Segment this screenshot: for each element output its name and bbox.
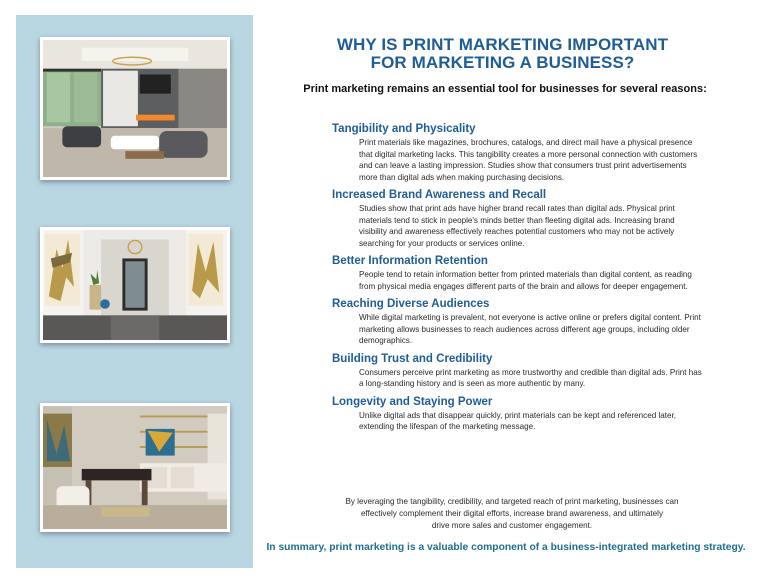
reason-heading: Reaching Diverse Audiences [332, 298, 490, 310]
reason-body: Studies show that print ads have higher brand recall rates than digital ads. Physical print materials tend to stick in people's minds better than fleeting digital ads. Increasing brand visibility and awareness effectively reaches potential customers who may not be actively searching for your products or services online. [359, 204, 675, 248]
closing-line-3: drive more sales and customer engagement. [431, 521, 593, 530]
reason-section [332, 297, 702, 347]
reason-section [332, 254, 702, 292]
living-room-photo [40, 37, 230, 180]
closing-paragraph [316, 496, 708, 532]
reason-heading: Increased Brand Awareness and Recall [332, 189, 547, 201]
reason-body: People tend to retain information better from printed materials than digital content, as reading from physical media engages different parts of the brain and allows for deeper engagement. [359, 270, 692, 291]
reason-body: Print materials like magazines, brochures, catalogs, and direct mail have a physical presence that digital marketing lacks. This tangibility creates a more personal connection with customers and can leave a lasting impression. Studies show that consumers trust print advertisements more than digital ads when making purchasing decisions. [359, 138, 698, 182]
intro-text: Print marketing remains an essential tool for businesses for several reasons: [303, 83, 707, 95]
summary-text: In summary, print marketing is a valuable component of a business-integrated marketing strategy. [266, 542, 746, 553]
reason-body: Unlike digital ads that disappear quickly, print materials can be kept and referenced later, extending the lifespan of the marketing message. [359, 410, 677, 431]
reason-heading: Better Information Retention [332, 255, 488, 267]
reason-heading: Building Trust and Credibility [332, 352, 493, 365]
reason-heading: Longevity and Staying Power [332, 395, 493, 408]
reason-body: Consumers perceive print marketing as more trustworthy and credible than digital ads. Print has a long-standing history and is seen as more authentic by many. [359, 367, 702, 388]
closing-line-2: effectively complement their digital efforts, increase brand awareness, and ultimately [360, 509, 664, 518]
reasons-list [332, 122, 702, 438]
office-photo [40, 403, 230, 532]
closing-line-1: By leveraging the tangibility, credibility, and targeted reach of print marketing, businesses can [345, 497, 679, 506]
title-line-2: FOR MARKETING A BUSINESS? [370, 53, 635, 72]
entry-hall-photo [40, 227, 230, 343]
reason-section [332, 122, 702, 183]
reason-section [332, 188, 702, 249]
title-line-1: WHY IS PRINT MARKETING IMPORTANT [336, 35, 669, 54]
reason-body: While digital marketing is prevalent, not everyone is active online or prefers digital content. Print marketing allows businesses to reach audiences across different age groups, including older demographics. [359, 313, 701, 345]
reason-section [332, 352, 702, 390]
reason-heading: Tangibility and Physicality [332, 123, 476, 135]
page-title [300, 36, 705, 72]
reason-section [332, 395, 702, 433]
